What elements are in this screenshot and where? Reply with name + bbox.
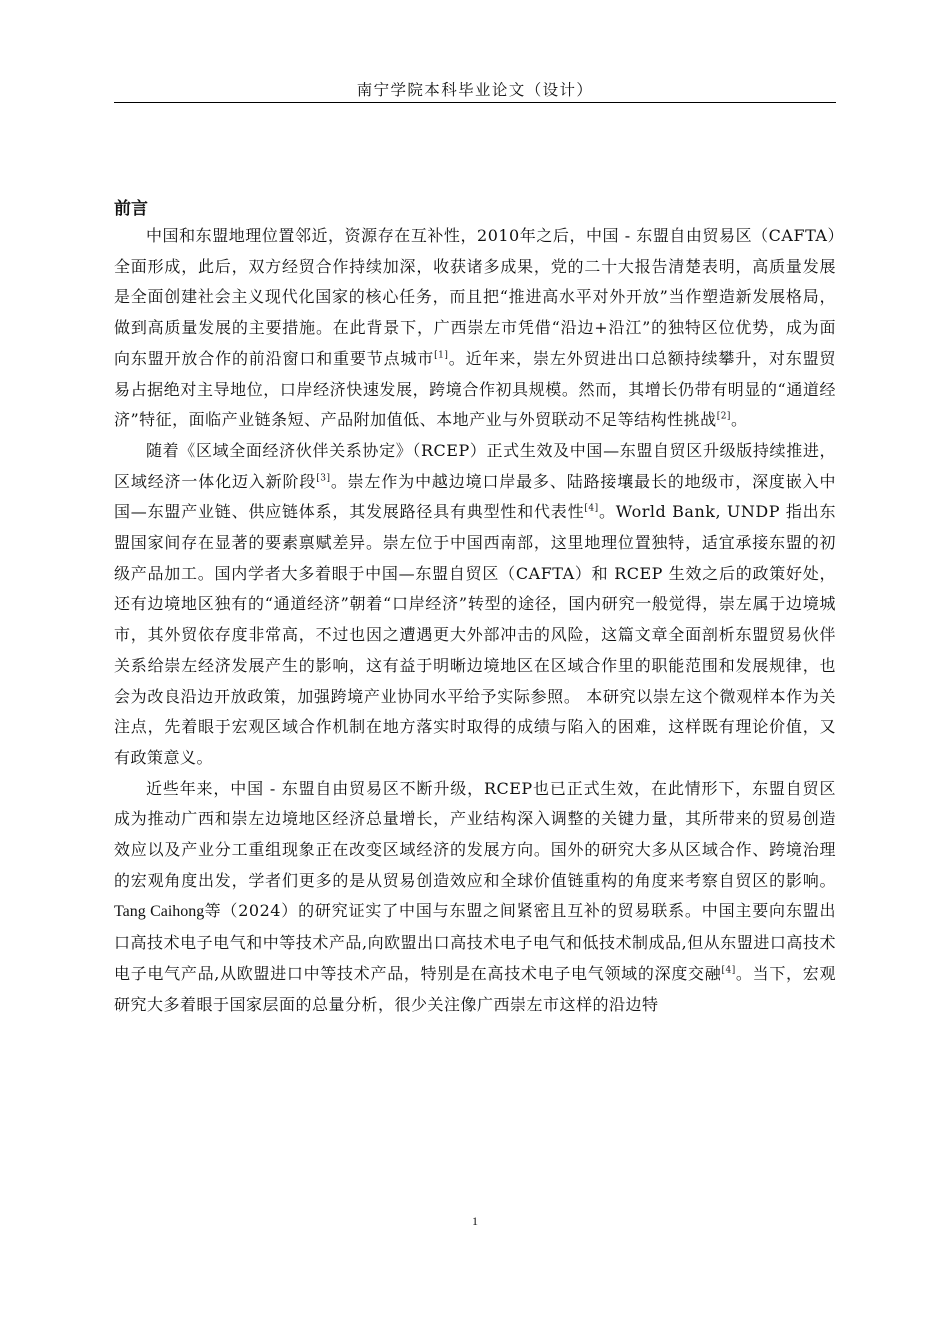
paragraph-text: 。崇左作为中越边境口岸最多、陆路接壤最长的地级市，深度嵌入中国—东盟产业链、供应链体系，其发展路径具有典型性和代表性 [114,471,836,522]
paragraph-3 [114,774,836,1021]
paragraph-text: 。近年来，崇左外贸进出口总额持续攀升，对东盟贸易占据绝对主导地位，口岸经济快速发展，跨境合作初具规模。然而，其增长仍带有明显的“通道经济”特征，面临产业链条短、产品附加值低、本地产业与外贸联动不足等结构性挑战 [114,348,836,430]
citation: [1] [434,350,449,361]
paragraph-2 [114,436,836,774]
paragraph-text: 。World Bank, UNDP 指出东盟国家间存在显著的要素禀赋差异。崇左位于中国西南部，这里地理位置独特，适宜承接东盟的初级产品加工。国内学者大多着眼于中国—东盟自贸区（CAFTA）和 RCEP 生效之后的政策好处，还有边境地区独有的“通道经济”朝着“口岸经济”转型的途径，国内研究一般觉得，崇左属于边境城市，其外贸依存度非常高，不过也因之遭遇更大外部冲击的风险，这篇文章全面剖析东盟贸易伙伴关系给崇左经济发展产生的影响，这有益于明晰边境地区在区域合作里的职能范围和发展规律，也会为改良沿边开放政策，加强跨境产业协同水平给予实际参照。 本研究以崇左这个微观样本作为关注点，先着眼于宏观区域合作机制在地方落实时取得的成绩与陷入的困难，这样既有理论价值，又有政策意义。 [114,502,836,767]
header-rule [114,102,836,103]
paragraph-text: 近些年来，中国 - 东盟自由贸易区不断升级，RCEP也已正式生效，在此情形下，东盟自贸区成为推动广西和崇左边境地区经济总量增长，产业结构深入调整的关键力量，其所带来的贸易创造效应以及产业分工重组现象正在改变区域经济的发展方向。国外的研究大多从区域合作、跨境治理的宏观角度出发，学者们更多的是从贸易创造效应和全球价值链重构的角度来考察自贸区的影响。 [114,778,836,890]
section-title: 前言 [114,199,148,219]
citation: [4] [721,965,736,976]
citation: [2] [716,411,731,422]
body-text [114,221,836,1020]
citation: [4] [584,504,599,514]
paragraph-text: 等（2024）的研究证实了中国与东盟之间紧密且互补的贸易联系。中国主要向东盟出口高技术电子电气和中等技术产品,向欧盟出口高技术电子电气和低技术制成品,但从东盟进口高技术电子电气产品,从欧盟进口中等技术产品，特别是在高技术电子电气领域的深度交融 [114,901,836,983]
running-header: 南宁学院本科毕业论文（设计） [356,81,594,99]
page-number: 1 [472,1214,478,1228]
paragraph-1 [114,221,836,436]
paragraph-text: 随着《区域全面经济伙伴关系协定》（RCEP）正式生效及中国—东盟自贸区升级版持续推进，区域经济一体化迈入新阶段 [114,440,836,491]
citation: [3] [316,473,331,484]
paragraph-text: 中国和东盟地理位置邻近，资源存在互补性，2010年之后，中国 - 东盟自由贸易区（CAFTA）全面形成，此后，双方经贸合作持续加深，收获诸多成果，党的二十大报告清楚表明，高质量发展是全面创建社会主义现代化国家的核心任务，而且把“推进高水平对外开放”当作塑造新发展格局，做到高质量发展的主要措施。在此背景下，广西崇左市凭借“沿边+沿江”的独特区位优势，成为面向东盟开放合作的前沿窗口和重要节点城市 [114,226,836,368]
paragraph-text: 。当下，宏观研究大多着眼于国家层面的总量分析，很少关注像广西崇左市这样的沿边特 [114,963,836,1014]
author-name: Tang Caihong [114,903,205,921]
paragraph-text: 。 [730,410,748,430]
